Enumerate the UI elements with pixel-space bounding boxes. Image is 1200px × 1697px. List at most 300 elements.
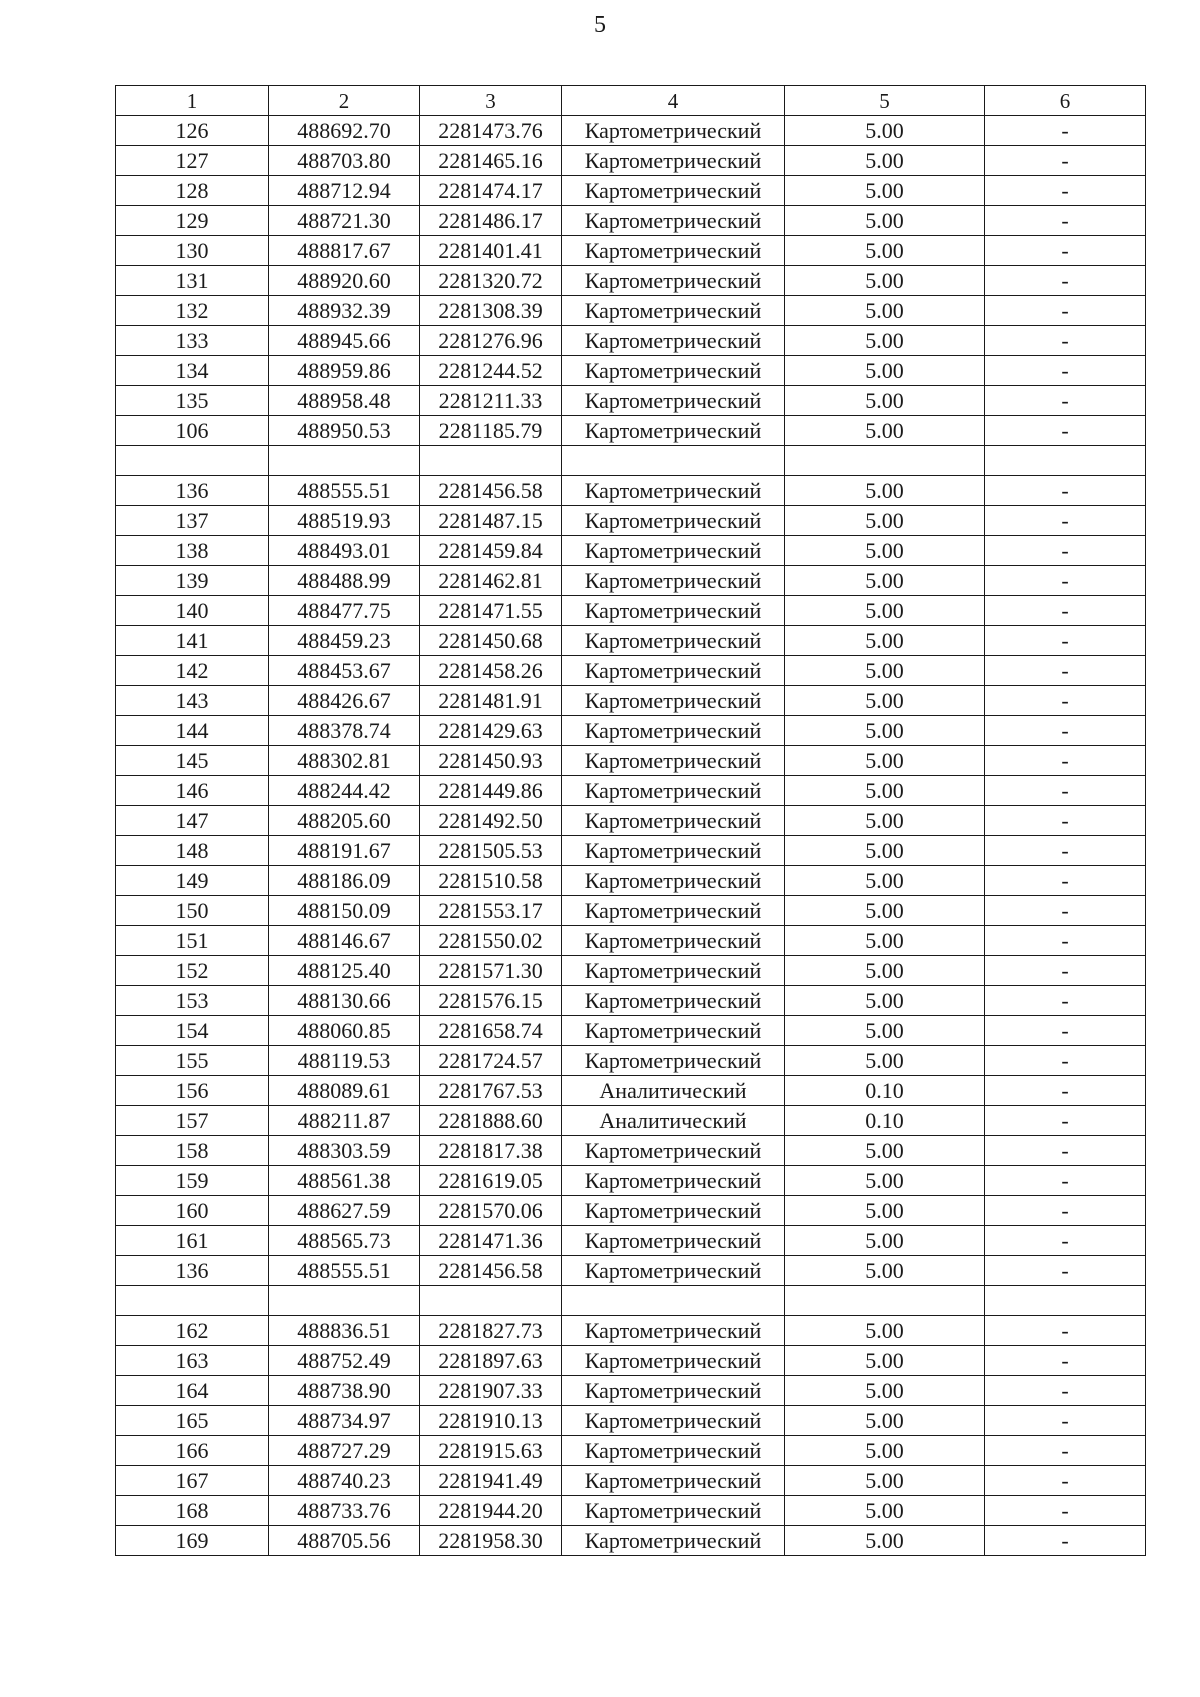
table-row bbox=[116, 716, 1146, 746]
table-header bbox=[116, 86, 1146, 116]
coordinates-table bbox=[115, 85, 1146, 1556]
accuracy-cell: 0.10 bbox=[785, 1106, 985, 1136]
table-row bbox=[116, 1256, 1146, 1286]
method-cell: Картометрический bbox=[562, 746, 785, 776]
note-cell: - bbox=[985, 236, 1146, 266]
coord-x-cell: 488705.56 bbox=[269, 1526, 420, 1556]
note-cell: - bbox=[985, 536, 1146, 566]
method-cell: Картометрический bbox=[562, 356, 785, 386]
coord-x-cell: 488932.39 bbox=[269, 296, 420, 326]
coord-x-cell: 488477.75 bbox=[269, 596, 420, 626]
table-row bbox=[116, 656, 1146, 686]
method-cell: Картометрический bbox=[562, 536, 785, 566]
coord-y-cell: 2281817.38 bbox=[420, 1136, 562, 1166]
coord-y-cell: 2281211.33 bbox=[420, 386, 562, 416]
accuracy-cell: 5.00 bbox=[785, 1196, 985, 1226]
page-number: 5 bbox=[594, 12, 606, 38]
coord-y-cell: 2281308.39 bbox=[420, 296, 562, 326]
point-number-cell: 162 bbox=[116, 1316, 269, 1346]
point-number-cell: 157 bbox=[116, 1106, 269, 1136]
point-number-cell: 145 bbox=[116, 746, 269, 776]
coord-y-cell: 2281471.36 bbox=[420, 1226, 562, 1256]
coord-y-cell: 2281944.20 bbox=[420, 1496, 562, 1526]
method-cell: Картометрический bbox=[562, 1346, 785, 1376]
method-cell: Картометрический bbox=[562, 1406, 785, 1436]
method-cell: Картометрический bbox=[562, 206, 785, 236]
accuracy-cell: 5.00 bbox=[785, 1226, 985, 1256]
table-row bbox=[116, 1046, 1146, 1076]
method-cell: Картометрический bbox=[562, 476, 785, 506]
accuracy-cell: 5.00 bbox=[785, 206, 985, 236]
accuracy-cell: 5.00 bbox=[785, 476, 985, 506]
header-row bbox=[116, 86, 1146, 116]
note-cell: - bbox=[985, 1526, 1146, 1556]
method-cell: Картометрический bbox=[562, 806, 785, 836]
coord-x-cell: 488752.49 bbox=[269, 1346, 420, 1376]
accuracy-cell: 5.00 bbox=[785, 1526, 985, 1556]
coord-y-cell: 2281473.76 bbox=[420, 116, 562, 146]
table-body bbox=[116, 116, 1146, 1556]
table-row bbox=[116, 1466, 1146, 1496]
table-row bbox=[116, 596, 1146, 626]
accuracy-cell: 5.00 bbox=[785, 1406, 985, 1436]
point-number-cell: 158 bbox=[116, 1136, 269, 1166]
coord-y-cell: 2281462.81 bbox=[420, 566, 562, 596]
table-row bbox=[116, 1166, 1146, 1196]
coord-x-cell: 488555.51 bbox=[269, 1256, 420, 1286]
point-number-cell: 130 bbox=[116, 236, 269, 266]
accuracy-cell: 5.00 bbox=[785, 116, 985, 146]
coord-y-cell: 2281505.53 bbox=[420, 836, 562, 866]
point-number-cell: 135 bbox=[116, 386, 269, 416]
coord-y-cell: 2281401.41 bbox=[420, 236, 562, 266]
table-row bbox=[116, 1496, 1146, 1526]
table-row bbox=[116, 1076, 1146, 1106]
point-number-cell: 152 bbox=[116, 956, 269, 986]
coord-y-cell: 2281450.93 bbox=[420, 746, 562, 776]
point-number-cell: 141 bbox=[116, 626, 269, 656]
header-cell-3: 3 bbox=[420, 86, 562, 116]
table-row bbox=[116, 1376, 1146, 1406]
coord-x-cell: 488692.70 bbox=[269, 116, 420, 146]
accuracy-cell: 5.00 bbox=[785, 296, 985, 326]
accuracy-cell: 5.00 bbox=[785, 356, 985, 386]
coord-x-cell: 488205.60 bbox=[269, 806, 420, 836]
note-cell: - bbox=[985, 1076, 1146, 1106]
note-cell bbox=[985, 1286, 1146, 1316]
note-cell: - bbox=[985, 686, 1146, 716]
coord-y-cell: 2281487.15 bbox=[420, 506, 562, 536]
note-cell: - bbox=[985, 1466, 1146, 1496]
coord-y-cell: 2281958.30 bbox=[420, 1526, 562, 1556]
method-cell: Картометрический bbox=[562, 386, 785, 416]
point-number-cell: 128 bbox=[116, 176, 269, 206]
table-row bbox=[116, 536, 1146, 566]
coord-y-cell: 2281465.16 bbox=[420, 146, 562, 176]
note-cell: - bbox=[985, 326, 1146, 356]
coord-x-cell: 488186.09 bbox=[269, 866, 420, 896]
coord-y-cell bbox=[420, 1286, 562, 1316]
coord-x-cell: 488130.66 bbox=[269, 986, 420, 1016]
coord-y-cell: 2281320.72 bbox=[420, 266, 562, 296]
point-number-cell: 146 bbox=[116, 776, 269, 806]
table-row bbox=[116, 836, 1146, 866]
method-cell: Картометрический bbox=[562, 686, 785, 716]
table-row bbox=[116, 506, 1146, 536]
accuracy-cell: 5.00 bbox=[785, 986, 985, 1016]
method-cell: Картометрический bbox=[562, 146, 785, 176]
point-number-cell: 156 bbox=[116, 1076, 269, 1106]
method-cell: Картометрический bbox=[562, 986, 785, 1016]
table-row bbox=[116, 986, 1146, 1016]
coord-x-cell: 488733.76 bbox=[269, 1496, 420, 1526]
note-cell: - bbox=[985, 596, 1146, 626]
accuracy-cell: 5.00 bbox=[785, 1436, 985, 1466]
table-row bbox=[116, 1136, 1146, 1166]
header-cell-1: 1 bbox=[116, 86, 269, 116]
point-number-cell: 131 bbox=[116, 266, 269, 296]
table-row bbox=[116, 566, 1146, 596]
coord-x-cell: 488060.85 bbox=[269, 1016, 420, 1046]
method-cell: Картометрический bbox=[562, 1046, 785, 1076]
table-row bbox=[116, 116, 1146, 146]
coord-x-cell: 488958.48 bbox=[269, 386, 420, 416]
point-number-cell bbox=[116, 446, 269, 476]
method-cell: Картометрический bbox=[562, 1136, 785, 1166]
point-number-cell: 127 bbox=[116, 146, 269, 176]
note-cell: - bbox=[985, 716, 1146, 746]
coord-x-cell: 488721.30 bbox=[269, 206, 420, 236]
accuracy-cell: 5.00 bbox=[785, 746, 985, 776]
coord-x-cell: 488125.40 bbox=[269, 956, 420, 986]
accuracy-cell: 5.00 bbox=[785, 236, 985, 266]
coord-y-cell bbox=[420, 446, 562, 476]
method-cell: Картометрический bbox=[562, 1376, 785, 1406]
table-row bbox=[116, 1316, 1146, 1346]
accuracy-cell: 5.00 bbox=[785, 266, 985, 296]
method-cell: Аналитический bbox=[562, 1106, 785, 1136]
table-row bbox=[116, 746, 1146, 776]
coord-x-cell bbox=[269, 446, 420, 476]
coord-y-cell: 2281576.15 bbox=[420, 986, 562, 1016]
coord-x-cell: 488703.80 bbox=[269, 146, 420, 176]
coord-y-cell: 2281910.13 bbox=[420, 1406, 562, 1436]
method-cell: Картометрический bbox=[562, 956, 785, 986]
coord-x-cell: 488089.61 bbox=[269, 1076, 420, 1106]
method-cell: Картометрический bbox=[562, 626, 785, 656]
coord-x-cell: 488191.67 bbox=[269, 836, 420, 866]
coord-x-cell: 488493.01 bbox=[269, 536, 420, 566]
table-row bbox=[116, 446, 1146, 476]
method-cell: Картометрический bbox=[562, 836, 785, 866]
coord-x-cell: 488519.93 bbox=[269, 506, 420, 536]
method-cell: Картометрический bbox=[562, 236, 785, 266]
note-cell bbox=[985, 446, 1146, 476]
coord-y-cell: 2281510.58 bbox=[420, 866, 562, 896]
table-row bbox=[116, 1016, 1146, 1046]
coord-y-cell: 2281429.63 bbox=[420, 716, 562, 746]
coord-x-cell: 488150.09 bbox=[269, 896, 420, 926]
accuracy-cell: 5.00 bbox=[785, 506, 985, 536]
point-number-cell: 142 bbox=[116, 656, 269, 686]
coord-y-cell: 2281474.17 bbox=[420, 176, 562, 206]
coord-y-cell: 2281456.58 bbox=[420, 476, 562, 506]
coord-y-cell: 2281458.26 bbox=[420, 656, 562, 686]
accuracy-cell: 0.10 bbox=[785, 1076, 985, 1106]
method-cell bbox=[562, 446, 785, 476]
point-number-cell: 161 bbox=[116, 1226, 269, 1256]
coord-x-cell: 488945.66 bbox=[269, 326, 420, 356]
method-cell: Картометрический bbox=[562, 416, 785, 446]
coord-x-cell: 488453.67 bbox=[269, 656, 420, 686]
coord-x-cell: 488426.67 bbox=[269, 686, 420, 716]
method-cell: Картометрический bbox=[562, 926, 785, 956]
point-number-cell: 132 bbox=[116, 296, 269, 326]
point-number-cell: 168 bbox=[116, 1496, 269, 1526]
method-cell: Картометрический bbox=[562, 176, 785, 206]
accuracy-cell: 5.00 bbox=[785, 806, 985, 836]
note-cell: - bbox=[985, 1136, 1146, 1166]
coord-y-cell: 2281456.58 bbox=[420, 1256, 562, 1286]
method-cell: Картометрический bbox=[562, 566, 785, 596]
note-cell: - bbox=[985, 1166, 1146, 1196]
accuracy-cell: 5.00 bbox=[785, 1166, 985, 1196]
coord-x-cell: 488627.59 bbox=[269, 1196, 420, 1226]
accuracy-cell: 5.00 bbox=[785, 536, 985, 566]
point-number-cell: 139 bbox=[116, 566, 269, 596]
table-row bbox=[116, 416, 1146, 446]
method-cell: Картометрический bbox=[562, 1526, 785, 1556]
point-number-cell: 106 bbox=[116, 416, 269, 446]
note-cell: - bbox=[985, 1196, 1146, 1226]
point-number-cell: 144 bbox=[116, 716, 269, 746]
table-row bbox=[116, 356, 1146, 386]
header-cell-5: 5 bbox=[785, 86, 985, 116]
accuracy-cell: 5.00 bbox=[785, 1256, 985, 1286]
table-row bbox=[116, 476, 1146, 506]
method-cell: Картометрический bbox=[562, 266, 785, 296]
point-number-cell: 136 bbox=[116, 476, 269, 506]
point-number-cell: 140 bbox=[116, 596, 269, 626]
accuracy-cell bbox=[785, 446, 985, 476]
coord-y-cell: 2281550.02 bbox=[420, 926, 562, 956]
note-cell: - bbox=[985, 776, 1146, 806]
note-cell: - bbox=[985, 836, 1146, 866]
coord-x-cell: 488211.87 bbox=[269, 1106, 420, 1136]
accuracy-cell: 5.00 bbox=[785, 776, 985, 806]
coord-y-cell: 2281553.17 bbox=[420, 896, 562, 926]
accuracy-cell: 5.00 bbox=[785, 656, 985, 686]
note-cell: - bbox=[985, 1226, 1146, 1256]
accuracy-cell: 5.00 bbox=[785, 1376, 985, 1406]
accuracy-cell: 5.00 bbox=[785, 926, 985, 956]
note-cell: - bbox=[985, 1046, 1146, 1076]
coord-x-cell: 488488.99 bbox=[269, 566, 420, 596]
coord-x-cell: 488119.53 bbox=[269, 1046, 420, 1076]
table-row bbox=[116, 956, 1146, 986]
accuracy-cell: 5.00 bbox=[785, 866, 985, 896]
method-cell: Аналитический bbox=[562, 1076, 785, 1106]
accuracy-cell: 5.00 bbox=[785, 596, 985, 626]
point-number-cell: 137 bbox=[116, 506, 269, 536]
accuracy-cell: 5.00 bbox=[785, 386, 985, 416]
accuracy-cell: 5.00 bbox=[785, 836, 985, 866]
point-number-cell: 151 bbox=[116, 926, 269, 956]
coord-x-cell: 488727.29 bbox=[269, 1436, 420, 1466]
accuracy-cell: 5.00 bbox=[785, 956, 985, 986]
coord-y-cell: 2281276.96 bbox=[420, 326, 562, 356]
note-cell: - bbox=[985, 746, 1146, 776]
point-number-cell: 136 bbox=[116, 1256, 269, 1286]
table-row bbox=[116, 296, 1146, 326]
accuracy-cell: 5.00 bbox=[785, 146, 985, 176]
table-row bbox=[116, 776, 1146, 806]
table-row bbox=[116, 176, 1146, 206]
table-row bbox=[116, 1106, 1146, 1136]
note-cell: - bbox=[985, 206, 1146, 236]
table-row bbox=[116, 236, 1146, 266]
note-cell: - bbox=[985, 626, 1146, 656]
coord-y-cell: 2281888.60 bbox=[420, 1106, 562, 1136]
note-cell: - bbox=[985, 176, 1146, 206]
note-cell: - bbox=[985, 1346, 1146, 1376]
coord-y-cell: 2281619.05 bbox=[420, 1166, 562, 1196]
coord-x-cell: 488303.59 bbox=[269, 1136, 420, 1166]
note-cell: - bbox=[985, 146, 1146, 176]
point-number-cell: 166 bbox=[116, 1436, 269, 1466]
note-cell: - bbox=[985, 866, 1146, 896]
table-row bbox=[116, 1286, 1146, 1316]
note-cell: - bbox=[985, 1496, 1146, 1526]
coord-x-cell: 488378.74 bbox=[269, 716, 420, 746]
coord-y-cell: 2281907.33 bbox=[420, 1376, 562, 1406]
method-cell: Картометрический bbox=[562, 1496, 785, 1526]
method-cell: Картометрический bbox=[562, 1016, 785, 1046]
coord-y-cell: 2281244.52 bbox=[420, 356, 562, 386]
accuracy-cell: 5.00 bbox=[785, 1016, 985, 1046]
coord-y-cell: 2281449.86 bbox=[420, 776, 562, 806]
note-cell: - bbox=[985, 296, 1146, 326]
point-number-cell: 150 bbox=[116, 896, 269, 926]
accuracy-cell: 5.00 bbox=[785, 716, 985, 746]
table-row bbox=[116, 1526, 1146, 1556]
coord-y-cell: 2281897.63 bbox=[420, 1346, 562, 1376]
coord-x-cell: 488302.81 bbox=[269, 746, 420, 776]
note-cell: - bbox=[985, 956, 1146, 986]
coord-x-cell: 488959.86 bbox=[269, 356, 420, 386]
table-row bbox=[116, 146, 1146, 176]
coord-y-cell: 2281486.17 bbox=[420, 206, 562, 236]
note-cell: - bbox=[985, 416, 1146, 446]
coord-y-cell: 2281459.84 bbox=[420, 536, 562, 566]
note-cell: - bbox=[985, 116, 1146, 146]
coord-x-cell: 488738.90 bbox=[269, 1376, 420, 1406]
note-cell: - bbox=[985, 806, 1146, 836]
header-cell-2: 2 bbox=[269, 86, 420, 116]
point-number-cell: 165 bbox=[116, 1406, 269, 1436]
note-cell: - bbox=[985, 1406, 1146, 1436]
accuracy-cell: 5.00 bbox=[785, 1496, 985, 1526]
coord-x-cell: 488950.53 bbox=[269, 416, 420, 446]
method-cell: Картометрический bbox=[562, 116, 785, 146]
method-cell: Картометрический bbox=[562, 1466, 785, 1496]
coord-x-cell: 488836.51 bbox=[269, 1316, 420, 1346]
coord-y-cell: 2281767.53 bbox=[420, 1076, 562, 1106]
point-number-cell: 126 bbox=[116, 116, 269, 146]
point-number-cell: 147 bbox=[116, 806, 269, 836]
coord-x-cell: 488734.97 bbox=[269, 1406, 420, 1436]
point-number-cell: 155 bbox=[116, 1046, 269, 1076]
point-number-cell: 153 bbox=[116, 986, 269, 1016]
method-cell: Картометрический bbox=[562, 866, 785, 896]
accuracy-cell: 5.00 bbox=[785, 626, 985, 656]
method-cell: Картометрический bbox=[562, 1316, 785, 1346]
accuracy-cell: 5.00 bbox=[785, 1136, 985, 1166]
coord-y-cell: 2281481.91 bbox=[420, 686, 562, 716]
table-row bbox=[116, 686, 1146, 716]
header-cell-4: 4 bbox=[562, 86, 785, 116]
note-cell: - bbox=[985, 386, 1146, 416]
coord-y-cell: 2281571.30 bbox=[420, 956, 562, 986]
note-cell: - bbox=[985, 1016, 1146, 1046]
accuracy-cell: 5.00 bbox=[785, 1046, 985, 1076]
method-cell: Картометрический bbox=[562, 716, 785, 746]
method-cell: Картометрический bbox=[562, 1436, 785, 1466]
table-row bbox=[116, 206, 1146, 236]
point-number-cell: 149 bbox=[116, 866, 269, 896]
accuracy-cell: 5.00 bbox=[785, 176, 985, 206]
coord-y-cell: 2281915.63 bbox=[420, 1436, 562, 1466]
coord-y-cell: 2281941.49 bbox=[420, 1466, 562, 1496]
coord-x-cell: 488146.67 bbox=[269, 926, 420, 956]
method-cell: Картометрический bbox=[562, 1166, 785, 1196]
accuracy-cell: 5.00 bbox=[785, 1346, 985, 1376]
coord-y-cell: 2281450.68 bbox=[420, 626, 562, 656]
note-cell: - bbox=[985, 356, 1146, 386]
point-number-cell: 163 bbox=[116, 1346, 269, 1376]
table-row bbox=[116, 1346, 1146, 1376]
coord-x-cell: 488712.94 bbox=[269, 176, 420, 206]
accuracy-cell: 5.00 bbox=[785, 566, 985, 596]
coord-y-cell: 2281827.73 bbox=[420, 1316, 562, 1346]
note-cell: - bbox=[985, 1256, 1146, 1286]
method-cell: Картометрический bbox=[562, 776, 785, 806]
table-row bbox=[116, 626, 1146, 656]
coord-x-cell bbox=[269, 1286, 420, 1316]
note-cell: - bbox=[985, 1106, 1146, 1136]
coord-y-cell: 2281471.55 bbox=[420, 596, 562, 626]
point-number-cell: 129 bbox=[116, 206, 269, 236]
method-cell: Картометрический bbox=[562, 1196, 785, 1226]
table-row bbox=[116, 1406, 1146, 1436]
note-cell: - bbox=[985, 1436, 1146, 1466]
coord-x-cell: 488920.60 bbox=[269, 266, 420, 296]
method-cell bbox=[562, 1286, 785, 1316]
point-number-cell: 169 bbox=[116, 1526, 269, 1556]
note-cell: - bbox=[985, 1316, 1146, 1346]
note-cell: - bbox=[985, 926, 1146, 956]
note-cell: - bbox=[985, 566, 1146, 596]
method-cell: Картометрический bbox=[562, 506, 785, 536]
coord-x-cell: 488565.73 bbox=[269, 1226, 420, 1256]
coord-y-cell: 2281570.06 bbox=[420, 1196, 562, 1226]
coord-x-cell: 488244.42 bbox=[269, 776, 420, 806]
note-cell: - bbox=[985, 266, 1146, 296]
method-cell: Картометрический bbox=[562, 596, 785, 626]
point-number-cell: 160 bbox=[116, 1196, 269, 1226]
note-cell: - bbox=[985, 1376, 1146, 1406]
accuracy-cell: 5.00 bbox=[785, 326, 985, 356]
